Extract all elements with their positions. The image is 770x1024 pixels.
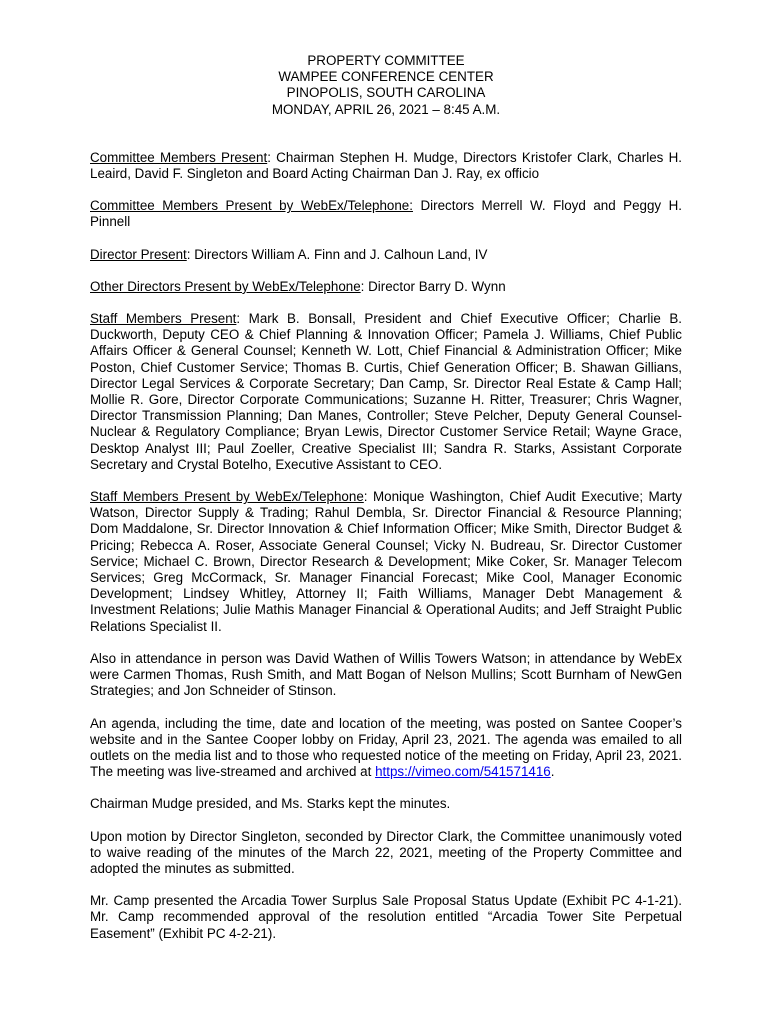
director-present-paragraph bbox=[90, 247, 682, 263]
agenda-text: An agenda, including the time, date and location of the meeting, was posted on Santee Cooper’s website and in the Santee Cooper lobby on Friday, April 23, 2021. The agenda was emailed to all outlets on the media list and to those who requested notice of the meeting on Friday, April 23, 2021. The meeting was live-streamed and archived at bbox=[90, 715, 682, 780]
agenda-paragraph bbox=[90, 716, 682, 781]
camp-paragraph: Mr. Camp presented the Arcadia Tower Surplus Sale Proposal Status Update (Exhibit PC 4-1-21). Mr. Camp recommended approval of the resolution entitled “Arcadia Tower Site Perpetual Easement” (Exhibit PC 4-2-21). bbox=[90, 893, 682, 941]
agenda-end: . bbox=[550, 764, 555, 780]
other-directors-label: Other Directors Present by WebEx/Telephone bbox=[90, 278, 361, 294]
staff-webex-paragraph bbox=[90, 489, 682, 635]
staff-present-paragraph bbox=[90, 311, 682, 473]
header-committee: PROPERTY COMMITTEE bbox=[307, 53, 465, 68]
members-webex-paragraph bbox=[90, 198, 682, 230]
vimeo-archive-link[interactable]: https://vimeo.com/541571416 bbox=[375, 764, 551, 780]
director-present-label: Director Present bbox=[90, 246, 187, 262]
header-location: WAMPEE CONFERENCE CENTER bbox=[278, 69, 494, 85]
staff-webex-text: : Monique Washington, Chief Audit Executive; Marty Watson, Director Supply & Trading; Rahul Dembla, Sr. Director Financial & Resource Planning; Dom Maddalone, Sr. Director Innovation & Chief Information Officer; Mike Smith, Director Budget & Pricing; Rebecca A. Roser, Associate General Counsel; Vicky N. Budreau, Sr. Director Customer Service; Michael C. Brown, Director Research & Development; Mike Coker, Sr. Manager Telecom Services; Greg McCormack, Sr. Manager Financial Forecast; Mike Cool, Manager Economic Development; Lindsey Whitley, Attorney II; Faith Williams, Manager Debt Management & Investment Relations; Julie Mathis Manager Financial & Operational Audits; and Jeff Straight Public Relations Specialist II. bbox=[90, 489, 683, 634]
members-present-label: Committee Members Present bbox=[90, 149, 268, 165]
presided-paragraph: Chairman Mudge presided, and Ms. Starks kept the minutes. bbox=[90, 796, 451, 812]
staff-present-text: : Mark B. Bonsall, President and Chief Executive Officer; Charlie B. Duckworth, Deputy CEO & Chief Planning & Innovation Officer; Pamela J. Williams, Chief Public Affairs Officer & General Counsel; Kenneth W. Lott, Chief Financial & Administration Officer; Mike Poston, Chief Customer Service; Thomas B. Curtis, Chief Generation Officer; B. Shawan Gillians, Director Legal Services & Corporate Secretary; Dan Camp, Sr. Director Real Estate & Camp Hall; Mollie R. Gore, Director Corporate Communications; Suzanne H. Ritter, Treasurer; Chris Wagner, Director Transmission Planning; Dan Manes, Controller; Steve Pelcher, Deputy General Counsel-Nuclear & Regulatory Compliance; Bryan Lewis, Director Customer Service Retail; Wayne Grace, Desktop Analyst III; Paul Zoeller, Creative Specialist III; Sandra R. Starks, Assistant Corporate Secretary and Crystal Botelho, Executive Assistant to CEO. bbox=[90, 311, 682, 472]
director-present-text: : Directors William A. Finn and J. Calhoun Land, IV bbox=[186, 246, 488, 262]
members-webex-label: Committee Members Present by WebEx/Telephone: bbox=[90, 198, 413, 214]
header-city: PINOPOLIS, SOUTH CAROLINA bbox=[286, 85, 486, 101]
members-present-paragraph bbox=[90, 150, 682, 182]
members-webex-text: Directors Merrell W. Floyd and Peggy H. Pinnell bbox=[90, 198, 683, 230]
document-header bbox=[90, 53, 682, 118]
motion-paragraph: Upon motion by Director Singleton, seconded by Director Clark, the Committee unanimously voted to waive reading of the minutes of the March 22, 2021, meeting of the Property Committee and adopted the minutes as submitted. bbox=[90, 828, 682, 876]
members-present-text: : Chairman Stephen H. Mudge, Directors Kristofer Clark, Charles H. Leaird, David F. Singleton and Board Acting Chairman Dan J. Ray, ex officio bbox=[90, 149, 682, 182]
staff-webex-label: Staff Members Present by WebEx/Telephone bbox=[90, 489, 364, 505]
staff-present-label: Staff Members Present bbox=[90, 311, 237, 327]
other-directors-text: : Director Barry D. Wynn bbox=[360, 278, 506, 294]
other-directors-paragraph bbox=[90, 279, 682, 295]
minutes-page bbox=[90, 53, 682, 958]
header-date: MONDAY, APRIL 26, 2021 – 8:45 A.M. bbox=[271, 101, 501, 117]
also-attendance-paragraph: Also in attendance in person was David Wathen of Willis Towers Watson; in attendance by WebEx were Carmen Thomas, Rush Smith, and Matt Bogan of Nelson Mullins; Scott Burnham of NewGen Strategies; and Jon Schneider of Stinson. bbox=[90, 650, 682, 699]
